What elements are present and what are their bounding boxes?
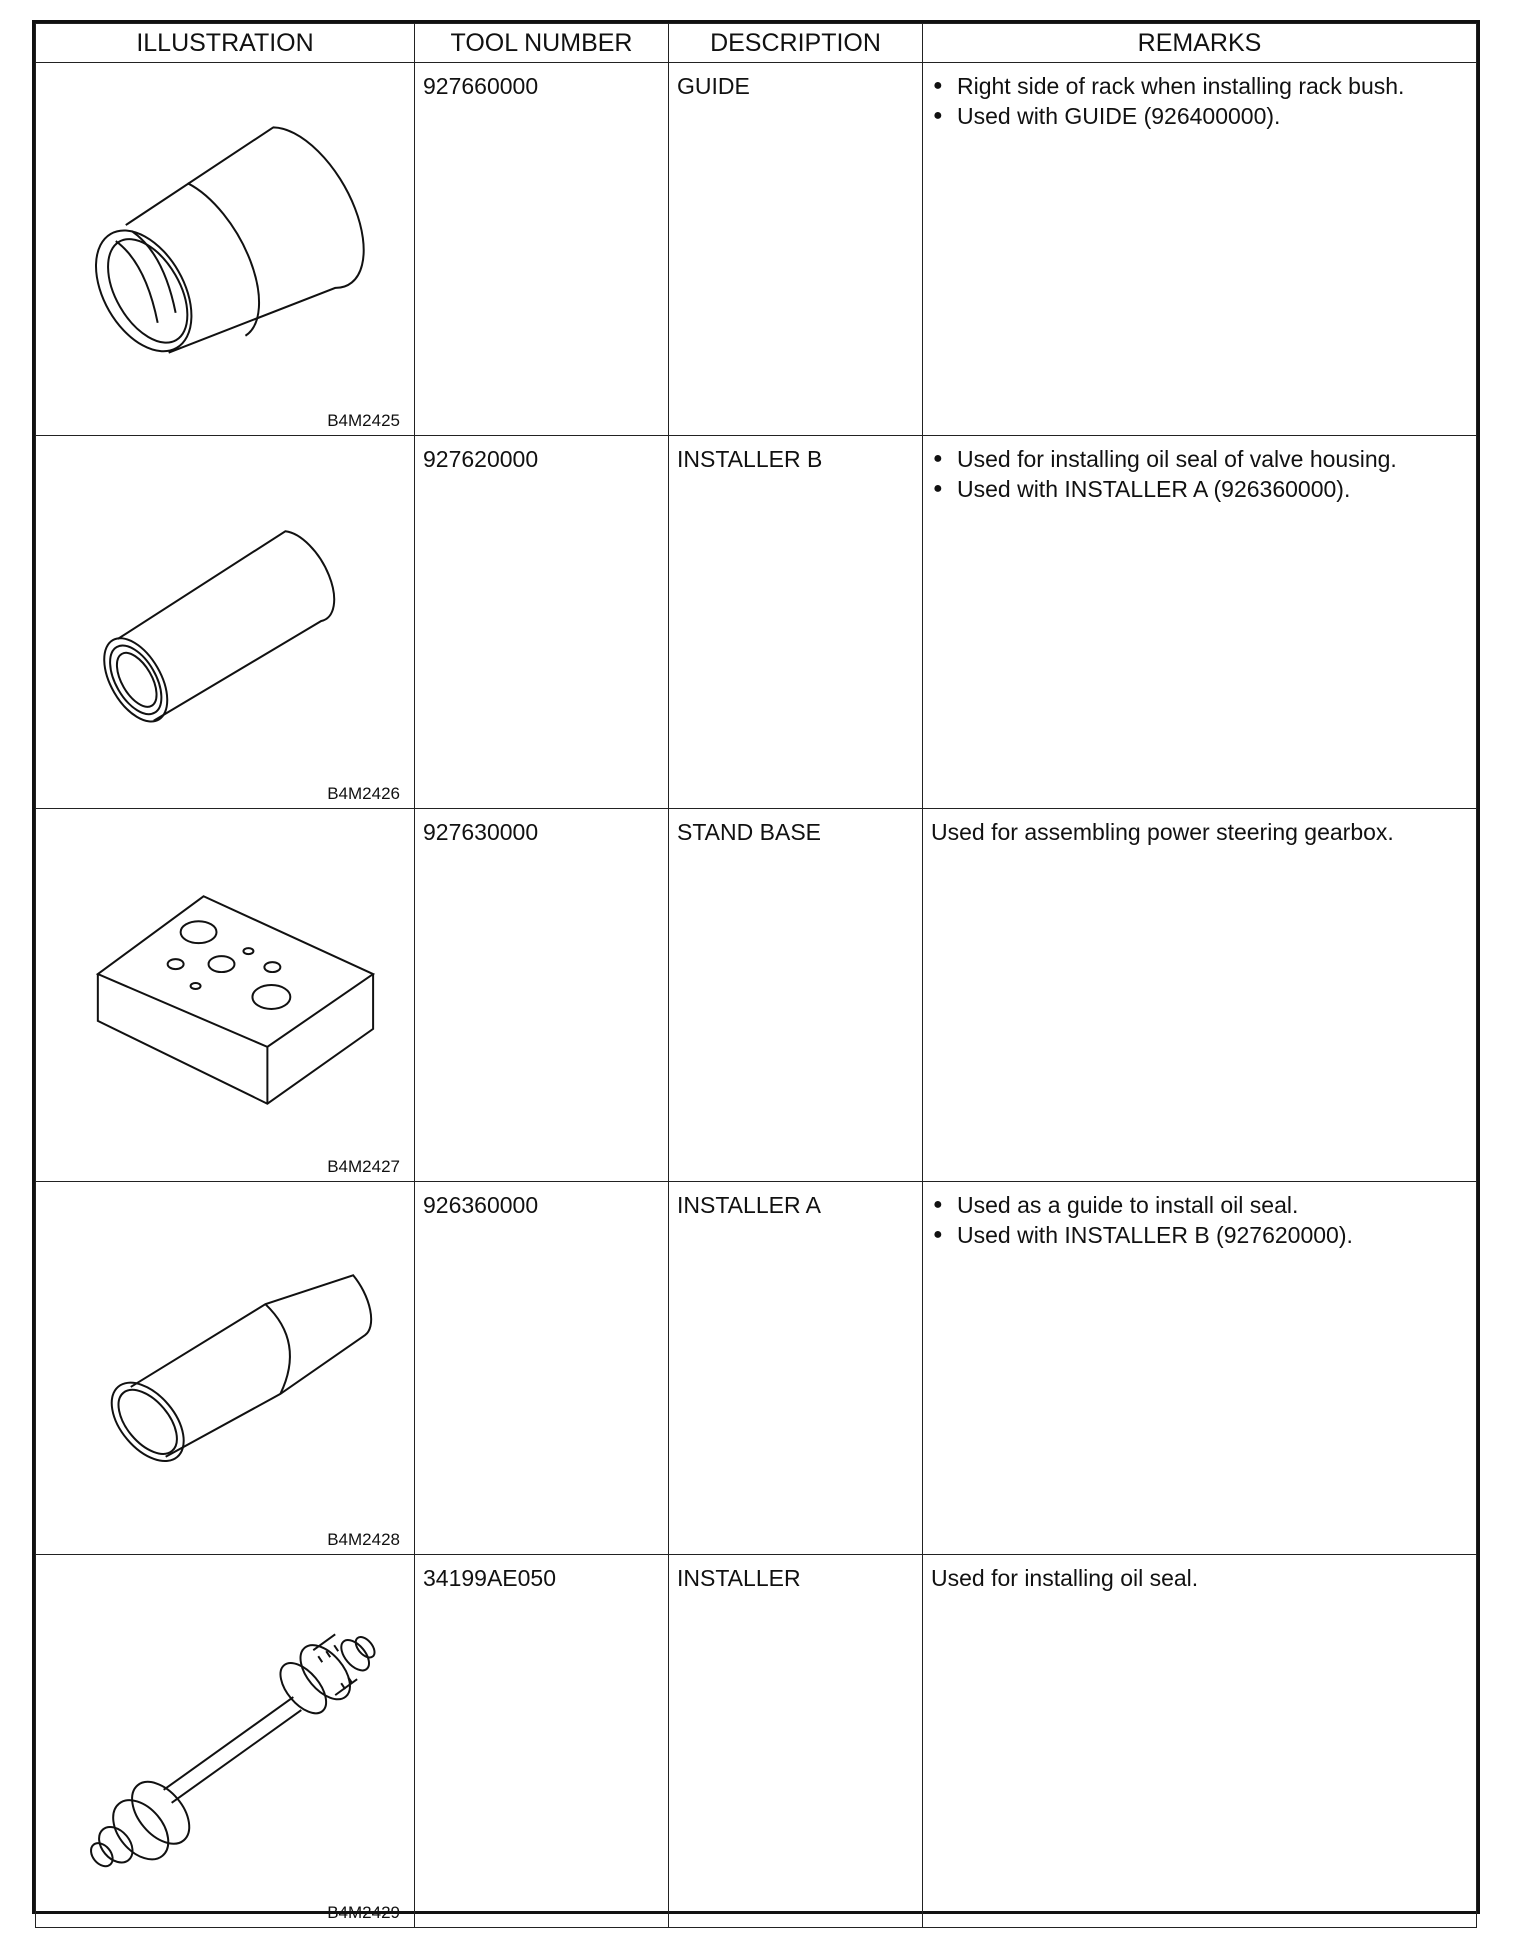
remarks-cell xyxy=(923,1182,1477,1555)
stand-base-icon xyxy=(36,809,414,1181)
tool-number: 927630000 xyxy=(423,819,539,845)
description: GUIDE xyxy=(677,73,750,99)
remark-item: ● Used with INSTALLER A (926360000). xyxy=(931,474,1468,504)
remarks-list xyxy=(923,63,1476,131)
remark-text: Used for installing oil seal. xyxy=(931,1565,1199,1591)
description-cell xyxy=(669,1555,923,1928)
remark-text: Used for assembling power steering gearbox. xyxy=(931,819,1394,845)
remark-item: ● Right side of rack when installing rack bush. xyxy=(931,71,1468,101)
tool-number: 34199AE050 xyxy=(423,1565,557,1591)
table-row xyxy=(36,1555,1477,1928)
illustration-cell xyxy=(36,63,415,436)
table-row xyxy=(36,63,1477,436)
table-row xyxy=(36,809,1477,1182)
illustration-cell xyxy=(36,1182,415,1555)
header-row xyxy=(36,24,1477,63)
tool-table-sheet xyxy=(32,20,1480,1922)
table-row xyxy=(36,436,1477,809)
remarks-cell xyxy=(923,63,1477,436)
description: STAND BASE xyxy=(677,819,821,845)
guide-icon xyxy=(36,63,414,435)
special-tools-table xyxy=(35,23,1477,1928)
illustration-cell xyxy=(36,1555,415,1928)
remark-item: ● Used for installing oil seal of valve housing. xyxy=(931,444,1468,474)
tool-number: 927660000 xyxy=(423,73,539,99)
tool-number: 926360000 xyxy=(423,1192,539,1218)
description-cell xyxy=(669,63,923,436)
tool-number-cell xyxy=(415,809,669,1182)
remarks-list xyxy=(923,1182,1476,1250)
illustration-cell xyxy=(36,809,415,1182)
illustration-cell xyxy=(36,436,415,809)
tool-number-cell xyxy=(415,1182,669,1555)
illustration-code: B4M2428 xyxy=(327,1530,400,1549)
illustration-code: B4M2425 xyxy=(327,411,400,430)
header-remarks: REMARKS xyxy=(923,24,1477,63)
header-illustration: ILLUSTRATION xyxy=(36,24,415,63)
tool-number-cell xyxy=(415,436,669,809)
description: INSTALLER A xyxy=(677,1192,822,1218)
remarks-cell xyxy=(923,809,1477,1182)
tool-number-cell xyxy=(415,1555,669,1928)
installer-b-icon xyxy=(36,436,414,808)
remark-item: ● Used as a guide to install oil seal. xyxy=(931,1190,1468,1220)
tool-number-cell xyxy=(415,63,669,436)
description-cell xyxy=(669,809,923,1182)
table-row xyxy=(36,1182,1477,1555)
remark-item: ● Used with INSTALLER B (927620000). xyxy=(931,1220,1468,1250)
description: INSTALLER B xyxy=(677,446,823,472)
description: INSTALLER xyxy=(677,1565,801,1591)
installer-icon xyxy=(36,1555,414,1927)
remarks-cell xyxy=(923,1555,1477,1928)
illustration-code: B4M2429 xyxy=(327,1903,400,1922)
illustration-code: B4M2427 xyxy=(327,1157,400,1176)
description-cell xyxy=(669,436,923,809)
remarks-cell xyxy=(923,436,1477,809)
illustration-code: B4M2426 xyxy=(327,784,400,803)
tool-number: 927620000 xyxy=(423,446,539,472)
installer-a-icon xyxy=(36,1182,414,1554)
header-tool-number: TOOL NUMBER xyxy=(415,24,669,63)
description-cell xyxy=(669,1182,923,1555)
remark-item: ● Used with GUIDE (926400000). xyxy=(931,101,1468,131)
header-description: DESCRIPTION xyxy=(669,24,923,63)
remarks-list xyxy=(923,436,1476,504)
